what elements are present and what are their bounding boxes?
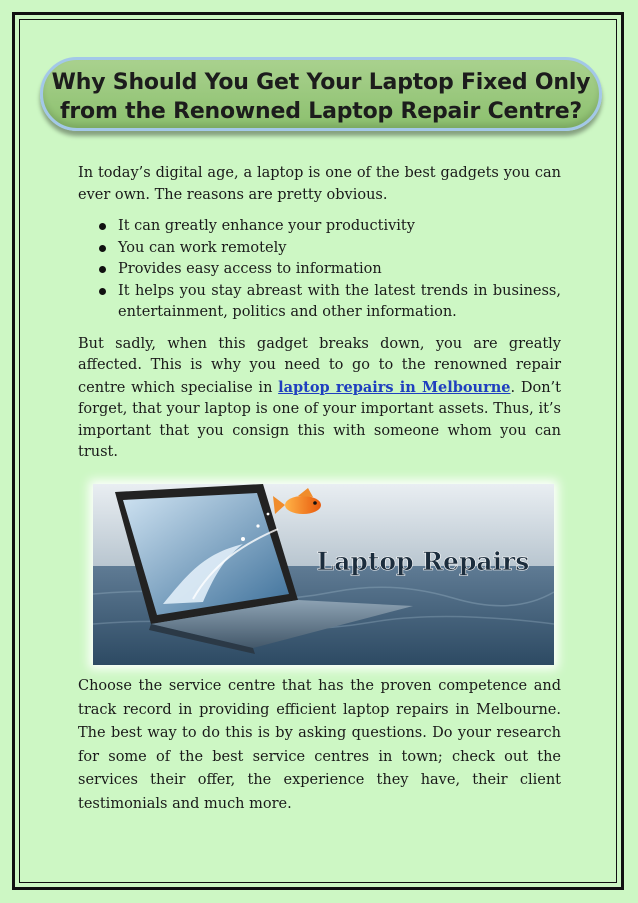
title-line-1: Why Should You Get Your Laptop Fixed Only — [51, 70, 591, 95]
bullet-icon — [99, 266, 106, 273]
bullet-icon — [99, 288, 106, 295]
list-item: Provides easy access to information — [78, 259, 561, 281]
bullet-icon — [99, 245, 106, 252]
title-banner — [40, 57, 602, 131]
title-line-2: from the Renowned Laptop Repair Centre? — [60, 99, 582, 124]
list-item: You can work remotely — [78, 238, 561, 260]
list-item: It helps you stay abreast with the latest trends in business, entertainment, politics and other information. — [78, 281, 561, 324]
laptop-repairs-link[interactable]: laptop repairs in Melbourne — [278, 378, 511, 396]
page-title — [43, 68, 599, 126]
image-caption: Laptop Repairs — [316, 547, 530, 576]
benefits-list — [78, 216, 561, 324]
body-paragraph-3: Choose the service centre that has the proven competence and track record in providing efficient laptop repairs in Melbourne. The best way to do this is by asking questions. Do your research for some of the best service centres in town; check out the services their offer, the experience they have, their client testimonials and much more. — [78, 678, 561, 812]
list-item: It can greatly enhance your productivity — [78, 216, 561, 238]
intro-paragraph: In today’s digital age, a laptop is one of the best gadgets you can ever own. The reasons are pretty obvious. — [78, 165, 561, 203]
body-paragraph-2: But sadly, when this gadget breaks down, you are greatly affected. This is why you need to go to the renowned repair centre which specialise in laptop repairs in Melbourne. Don’t forget, that your laptop is one of your important assets. Thus, it’s important that you consign this with someone whom you can trust. — [78, 335, 561, 460]
main-content — [78, 163, 561, 464]
laptop-repairs-image — [93, 484, 554, 665]
bullet-icon — [99, 223, 106, 230]
